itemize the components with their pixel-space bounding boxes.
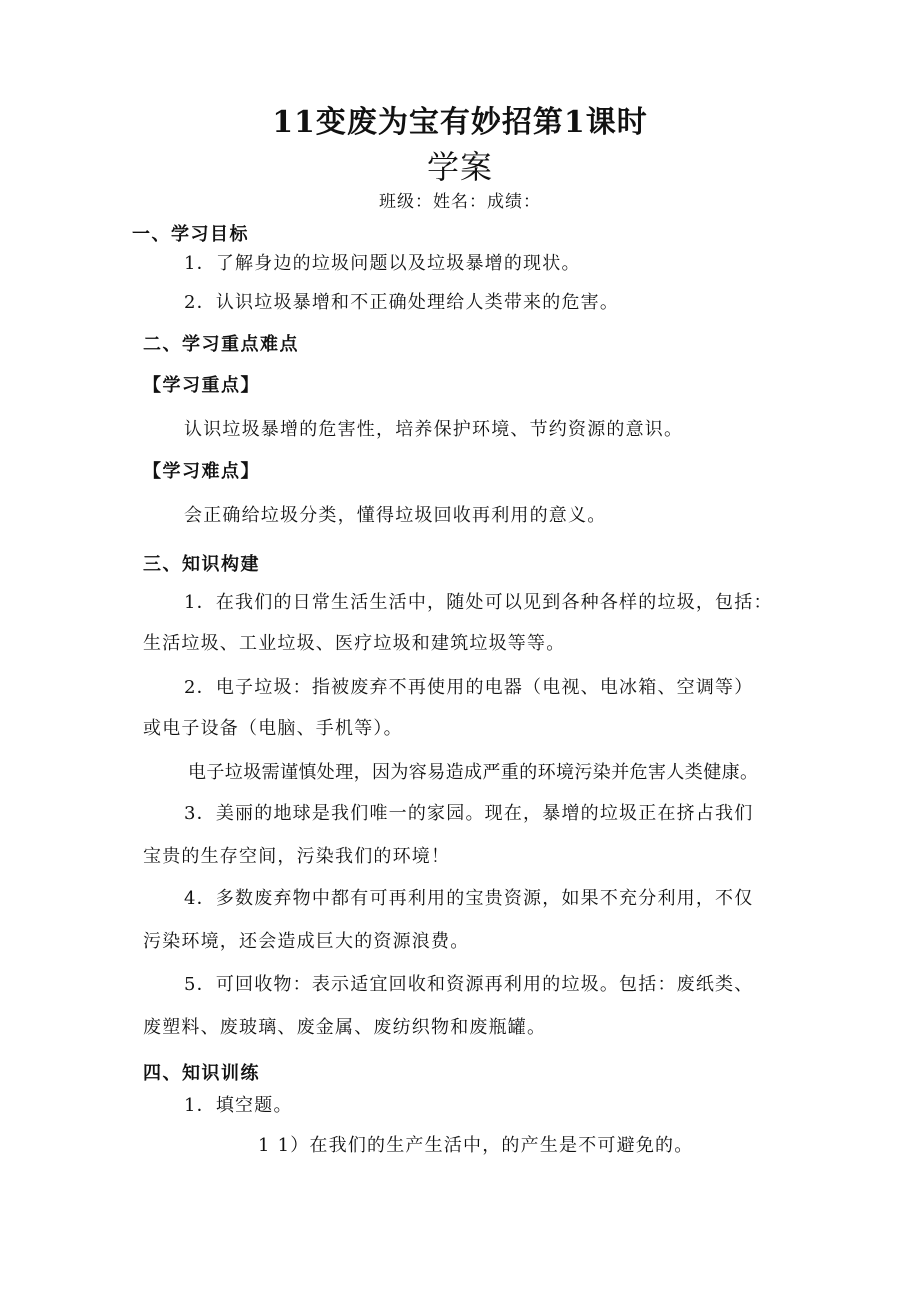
- goal-item: 1．了解身边的垃圾问题以及垃圾暴增的现状。: [184, 253, 581, 274]
- goal-item: 2．认识垃圾暴增和不正确处理给人类带来的危害。: [184, 292, 620, 313]
- difficult-point-label: 【学习难点】: [143, 461, 260, 482]
- difficult-point-text: 会正确给垃圾分类，懂得垃圾回收再利用的意义。: [184, 505, 607, 526]
- section-heading-knowledge-training: 四、知识训练: [143, 1063, 260, 1084]
- exercise-subquestion: 1 1）在我们的生产生活中，的产生是不可避免的。: [258, 1135, 694, 1156]
- key-point-label: 【学习重点】: [143, 375, 260, 396]
- student-info-line: 班级：姓名：成绩：: [379, 192, 541, 212]
- section-heading-key-difficult-points: 二、学习重点难点: [143, 334, 299, 355]
- knowledge-paragraph: 3．美丽的地球是我们唯一的家园。现在，暴增的垃圾正在挤占我们: [184, 803, 754, 824]
- knowledge-paragraph: 5．可回收物：表示适宜回收和资源再利用的垃圾。包括：废纸类、: [184, 974, 754, 995]
- knowledge-paragraph: 生活垃圾、工业垃圾、医疗垃圾和建筑垃圾等等。: [143, 633, 566, 654]
- knowledge-paragraph: 电子垃圾需谨慎处理，因为容易造成严重的环境污染并危害人类健康。: [188, 762, 759, 783]
- knowledge-paragraph: 宝贵的生存空间，污染我们的环境！: [143, 846, 451, 867]
- section-heading-learning-goals: 一、学习目标: [132, 224, 249, 245]
- document-subtitle: 学案: [426, 148, 493, 186]
- section-heading-knowledge-construction: 三、知识构建: [143, 554, 260, 575]
- knowledge-paragraph: 1．在我们的日常生活生活中，随处可以见到各种各样的垃圾，包括：: [184, 592, 773, 613]
- knowledge-paragraph: 2．电子垃圾：指被废弃不再使用的电器（电视、电冰箱、空调等）: [184, 677, 754, 698]
- knowledge-paragraph: 或电子设备（电脑、手机等）。: [143, 718, 403, 739]
- document-title: 11变废为宝有妙招第1课时: [272, 105, 648, 140]
- knowledge-paragraph: 污染环境，还会造成巨大的资源浪费。: [143, 931, 470, 952]
- exercise-question: 1．填空题。: [184, 1095, 293, 1116]
- key-point-text: 认识垃圾暴增的危害性，培养保护环境、节约资源的意识。: [184, 419, 684, 440]
- knowledge-paragraph: 废塑料、废玻璃、废金属、废纺织物和废瓶罐。: [143, 1017, 547, 1038]
- knowledge-paragraph: 4．多数废弃物中都有可再利用的宝贵资源，如果不充分利用，不仅: [184, 888, 754, 909]
